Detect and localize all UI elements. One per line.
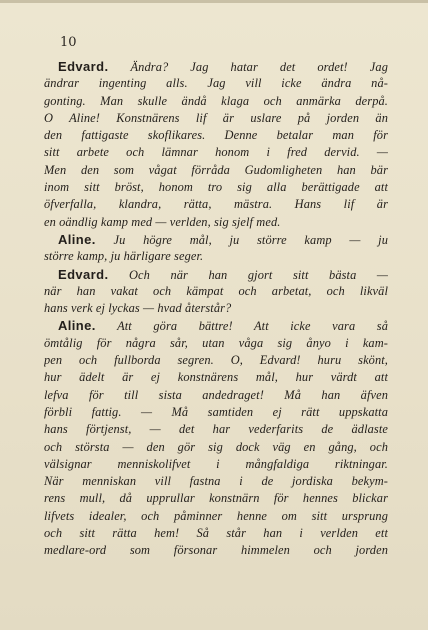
line-text: hur ädelt är ej konstnärens mål, hur värdt att (44, 370, 388, 385)
line-text: lifvets idealer, och påminner henne om sitt ursprung (44, 508, 388, 523)
line-text: öfverfalla, klandra, rätta, mästra. Hans lif är (44, 197, 388, 212)
text-line (44, 231, 388, 248)
line-text: O Aline! Konstnärens lif är uslare på jorden än (44, 110, 388, 125)
line-text: när han vakat och kämpat och arbetat, och likväl (44, 283, 388, 298)
line-text: en oändlig kamp med — verlden, sig sjelf med. (44, 214, 281, 229)
page-edge-shadow (0, 0, 428, 3)
text-line (44, 369, 388, 386)
line-text: Och när han gjort sitt bästa — (108, 267, 388, 282)
speaker-name: Aline. (58, 231, 96, 247)
text-line (44, 317, 388, 334)
line-text: och sitt rätta hem! Så står han i verlden ett (44, 526, 388, 541)
line-text: ömtålig för några sår, utan våga sig ånyo i kam- (44, 335, 388, 350)
line-text: Ändra? Jag hatar det ordet! Jag (108, 60, 388, 74)
line-text: ändrar ingenting alls. Jag vill icke ändra nå- (44, 76, 388, 91)
text-line (44, 196, 388, 213)
text-line (44, 490, 388, 507)
line-text: När menniskan vill fastna i de jordiska bekym- (44, 474, 388, 489)
text-line (44, 266, 388, 283)
text-line (44, 144, 388, 161)
text-line (44, 162, 388, 179)
text-line (44, 508, 388, 525)
text-line (44, 335, 388, 352)
text-line (44, 542, 388, 559)
line-text: och största — den gör sig dock väg en gång, och (44, 439, 388, 454)
text-line (44, 93, 388, 110)
line-text: gonting. Man skulle ändå klaga och anmärka derpå. (44, 93, 388, 108)
text-line (44, 248, 388, 265)
speaker-name: Edvard. (58, 266, 109, 282)
line-text: hans verk ej lyckas — hvad återstår? (44, 301, 232, 316)
line-text: medlare-ord som försonar himmelen och jorden (44, 543, 388, 558)
text-line (44, 75, 388, 92)
line-text: sitt arbete och lämnar honom i fred dervid. — (44, 145, 388, 160)
line-text: välsignar menniskolifvet i mångfaldiga riktningar. (44, 456, 388, 471)
text-line (44, 404, 388, 421)
text-line (44, 214, 388, 231)
line-text: Men den som vågat förråda Gudomligheten han bär (44, 162, 388, 177)
text-line (44, 110, 388, 127)
text-line (44, 387, 388, 404)
speaker-name: Edvard. (58, 59, 109, 74)
text-line (44, 421, 388, 438)
text-line (44, 525, 388, 542)
text-line (44, 456, 388, 473)
line-text: större kamp, ju härligare seger. (44, 249, 204, 264)
text-line (44, 127, 388, 144)
text-line (44, 439, 388, 456)
dialogue-text (44, 58, 388, 560)
line-text: Att göra bättre! Att icke vara så (95, 319, 388, 334)
line-text: inom sitt bröst, honom tro sig alla berättigade att (44, 180, 388, 195)
line-text: hans förtjenst, — det har vederfarits de ädlaste (44, 422, 388, 437)
text-line (44, 300, 388, 317)
line-text: Ju högre mål, ju större kamp — ju (95, 232, 388, 247)
line-text: den fattigaste skoflikares. Denne betalar man för (44, 128, 388, 143)
page-number: 10 (60, 35, 77, 50)
text-line (44, 473, 388, 490)
text-line (44, 58, 388, 75)
text-line (44, 283, 388, 300)
line-text: pen och fullborda segren. O, Edvard! huru skönt, (44, 353, 388, 368)
line-text: lefva för till sista andedraget! Må han äfven (44, 387, 388, 402)
text-line (44, 179, 388, 196)
line-text: rens mull, då upprullar konstnärn för hennes blickar (44, 491, 388, 506)
line-text: förbli fattig. — Må samtiden ej rätt uppskatta (44, 404, 388, 419)
speaker-name: Aline. (58, 318, 96, 334)
text-line (44, 352, 388, 369)
